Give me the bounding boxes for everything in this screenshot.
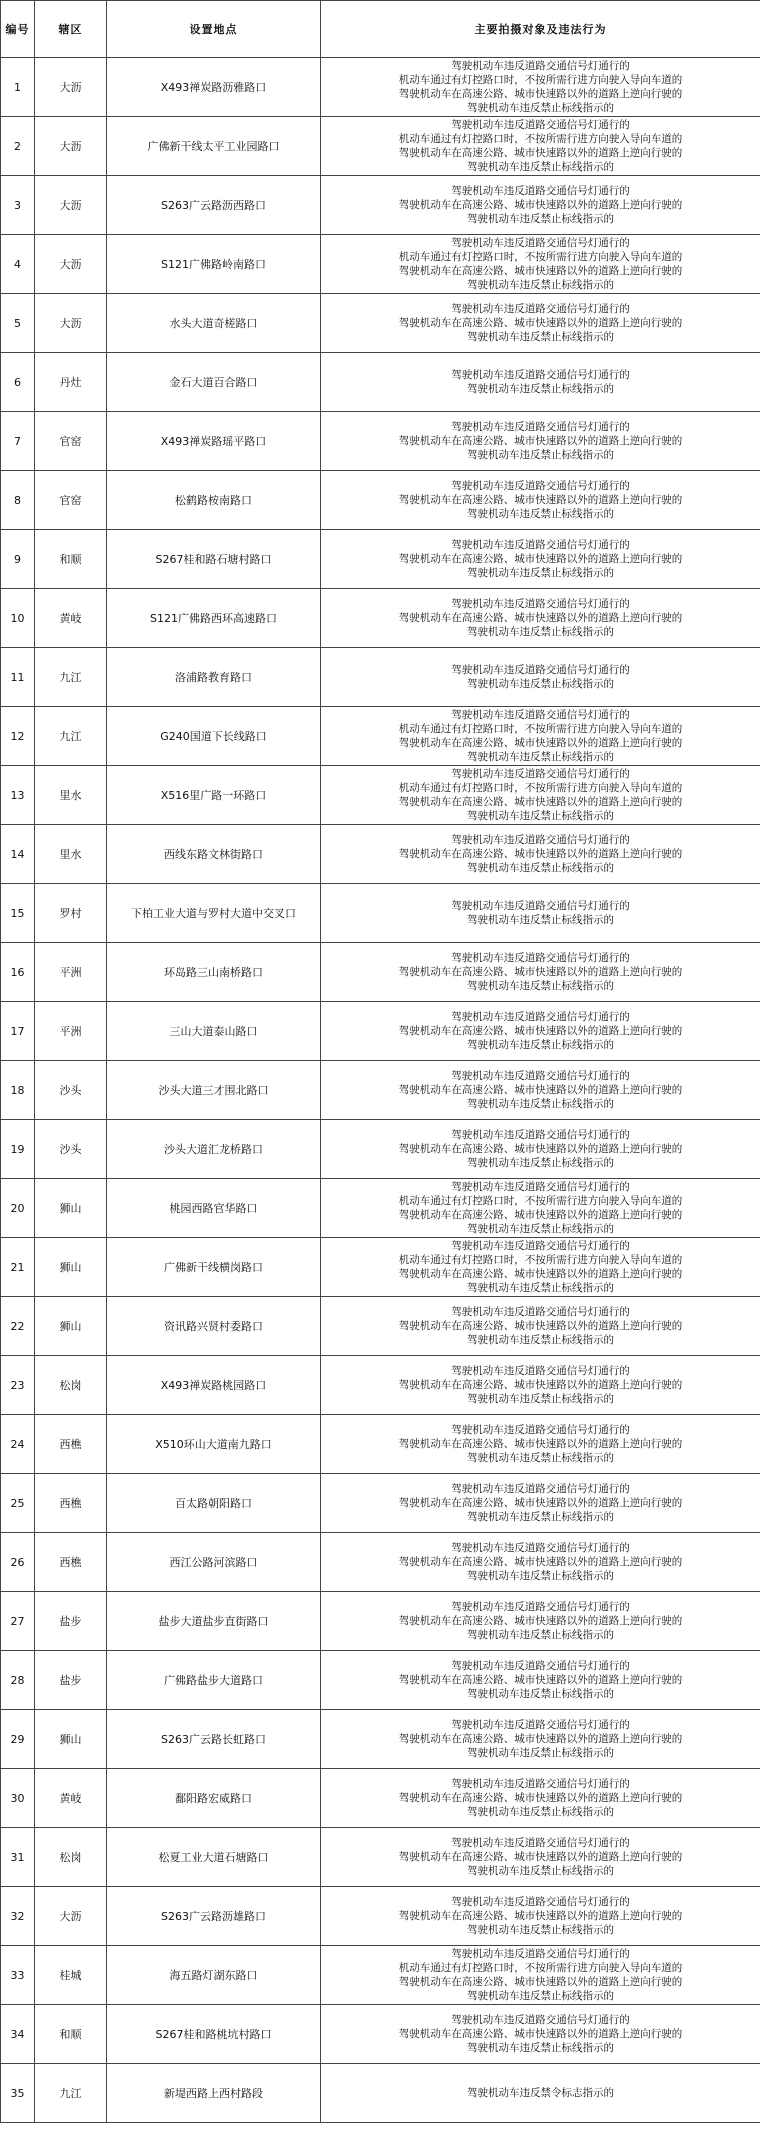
- row-location: 广佛新干线太平工业园路口: [107, 117, 321, 176]
- row-district: 大沥: [35, 176, 107, 235]
- row-number: 35: [1, 2064, 35, 2123]
- row-number: 32: [1, 1887, 35, 1946]
- violation-line: 驾驶机动车违反道路交通信号灯通行的: [451, 1948, 630, 1960]
- table-body: [1, 58, 760, 2123]
- violation-line: 驾驶机动车违反禁止标线指示的: [467, 1223, 614, 1235]
- row-location: S263广云路长虹路口: [107, 1710, 321, 1769]
- row-number: 20: [1, 1179, 35, 1238]
- row-location: 沙头大道三才围北路口: [107, 1061, 321, 1120]
- table-row: [1, 589, 760, 648]
- row-number: 8: [1, 471, 35, 530]
- violation-line: 驾驶机动车违反道路交通信号灯通行的: [451, 303, 630, 315]
- violation-line: 驾驶机动车在高速公路、城市快速路以外的道路上逆向行驶的: [398, 612, 683, 624]
- row-location: S121广佛路岭南路口: [107, 235, 321, 294]
- violation-line: 驾驶机动车违反道路交通信号灯通行的: [451, 539, 630, 551]
- table-row: [1, 1002, 760, 1061]
- row-violations: [321, 1887, 760, 1946]
- table-row: [1, 2005, 760, 2064]
- row-violations: [321, 943, 760, 1002]
- row-district: 平洲: [35, 943, 107, 1002]
- table-header-row: [1, 1, 760, 58]
- row-district: 大沥: [35, 294, 107, 353]
- violation-line: 驾驶机动车在高速公路、城市快速路以外的道路上逆向行驶的: [398, 1268, 683, 1280]
- violation-line: 驾驶机动车在高速公路、城市快速路以外的道路上逆向行驶的: [398, 1910, 683, 1922]
- violation-line: 驾驶机动车在高速公路、城市快速路以外的道路上逆向行驶的: [398, 1674, 683, 1686]
- row-location: S121广佛路西环高速路口: [107, 589, 321, 648]
- row-district: 和顺: [35, 2005, 107, 2064]
- row-number: 27: [1, 1592, 35, 1651]
- table-row: [1, 235, 760, 294]
- row-location: 三山大道泰山路口: [107, 1002, 321, 1061]
- row-number: 18: [1, 1061, 35, 1120]
- violation-line: 机动车通过有灯控路口时，不按所需行进方向驶入导向车道的: [398, 251, 683, 263]
- table-row: [1, 1474, 760, 1533]
- row-location: 水头大道奇槎路口: [107, 294, 321, 353]
- row-violations: [321, 1946, 760, 2005]
- header-district: 辖区: [35, 1, 107, 58]
- violation-line: 驾驶机动车违反禁止标线指示的: [467, 1157, 614, 1169]
- violation-line: 驾驶机动车违反道路交通信号灯通行的: [451, 1240, 630, 1252]
- violation-line: 驾驶机动车违反禁止标线指示的: [467, 1865, 614, 1877]
- row-location: 新堤西路上西村路段: [107, 2064, 321, 2123]
- row-violations: [321, 2064, 760, 2123]
- violation-line: 驾驶机动车违反道路交通信号灯通行的: [451, 709, 630, 721]
- row-location: X510环山大道南九路口: [107, 1415, 321, 1474]
- row-district: 官窑: [35, 412, 107, 471]
- table-row: [1, 884, 760, 943]
- violation-line: 驾驶机动车在高速公路、城市快速路以外的道路上逆向行驶的: [398, 1209, 683, 1221]
- row-district: 里水: [35, 825, 107, 884]
- violation-line: 机动车通过有灯控路口时，不按所需行进方向驶入导向车道的: [398, 1195, 683, 1207]
- row-number: 34: [1, 2005, 35, 2064]
- row-district: 沙头: [35, 1061, 107, 1120]
- violation-line: 驾驶机动车违反禁止标线指示的: [467, 449, 614, 461]
- row-number: 14: [1, 825, 35, 884]
- violation-line: 驾驶机动车违反禁止标线指示的: [467, 1747, 614, 1759]
- row-violations: [321, 707, 760, 766]
- table-row: [1, 2064, 760, 2123]
- violation-line: 驾驶机动车在高速公路、城市快速路以外的道路上逆向行驶的: [398, 1615, 683, 1627]
- violation-line: 驾驶机动车违反禁止标线指示的: [467, 1806, 614, 1818]
- violation-line: 驾驶机动车违反道路交通信号灯通行的: [451, 1129, 630, 1141]
- violation-line: 驾驶机动车违反道路交通信号灯通行的: [451, 1837, 630, 1849]
- table-row: [1, 1297, 760, 1356]
- row-number: 15: [1, 884, 35, 943]
- table-row: [1, 1946, 760, 2005]
- row-violations: [321, 884, 760, 943]
- violation-line: 驾驶机动车违反道路交通信号灯通行的: [451, 1365, 630, 1377]
- row-number: 6: [1, 353, 35, 412]
- row-number: 22: [1, 1297, 35, 1356]
- row-number: 24: [1, 1415, 35, 1474]
- violation-line: 驾驶机动车违反道路交通信号灯通行的: [451, 237, 630, 249]
- violation-line: 驾驶机动车在高速公路、城市快速路以外的道路上逆向行驶的: [398, 1025, 683, 1037]
- row-district: 平洲: [35, 1002, 107, 1061]
- row-district: 黄岐: [35, 589, 107, 648]
- row-violations: [321, 58, 760, 117]
- row-violations: [321, 1592, 760, 1651]
- row-location: 鄱阳路宏威路口: [107, 1769, 321, 1828]
- violation-line: 驾驶机动车违反道路交通信号灯通行的: [451, 1424, 630, 1436]
- table-row: [1, 1769, 760, 1828]
- table-row: [1, 471, 760, 530]
- header-violations: 主要拍摄对象及违法行为: [321, 1, 760, 58]
- violation-line: 驾驶机动车违反道路交通信号灯通行的: [451, 1542, 630, 1554]
- violation-line: 驾驶机动车违反道路交通信号灯通行的: [451, 1181, 630, 1193]
- table-row: [1, 412, 760, 471]
- violation-line: 驾驶机动车违反禁止标线指示的: [467, 1990, 614, 2002]
- violation-line: 驾驶机动车在高速公路、城市快速路以外的道路上逆向行驶的: [398, 1733, 683, 1745]
- row-violations: [321, 648, 760, 707]
- table-row: [1, 648, 760, 707]
- row-location: 洛浦路教育路口: [107, 648, 321, 707]
- row-number: 7: [1, 412, 35, 471]
- row-violations: [321, 1238, 760, 1297]
- violation-line: 驾驶机动车违反禁止标线指示的: [467, 751, 614, 763]
- table-row: [1, 1120, 760, 1179]
- row-district: 西樵: [35, 1415, 107, 1474]
- violation-line: 驾驶机动车违反禁止标线指示的: [467, 810, 614, 822]
- table-row: [1, 176, 760, 235]
- row-district: 大沥: [35, 58, 107, 117]
- table-row: [1, 707, 760, 766]
- violation-line: 驾驶机动车违反禁令标志指示的: [467, 2087, 614, 2099]
- row-district: 盐步: [35, 1651, 107, 1710]
- table-row: [1, 766, 760, 825]
- row-location: 环岛路三山南桥路口: [107, 943, 321, 1002]
- violation-line: 驾驶机动车在高速公路、城市快速路以外的道路上逆向行驶的: [398, 494, 683, 506]
- row-violations: [321, 471, 760, 530]
- row-number: 33: [1, 1946, 35, 2005]
- violation-line: 驾驶机动车违反禁止标线指示的: [467, 1393, 614, 1405]
- violation-line: 驾驶机动车在高速公路、城市快速路以外的道路上逆向行驶的: [398, 88, 683, 100]
- violation-line: 驾驶机动车违反道路交通信号灯通行的: [451, 2014, 630, 2026]
- row-violations: [321, 353, 760, 412]
- violation-line: 驾驶机动车违反禁止标线指示的: [467, 567, 614, 579]
- violation-line: 驾驶机动车违反禁止标线指示的: [467, 1511, 614, 1523]
- row-location: S267桂和路桃坑村路口: [107, 2005, 321, 2064]
- violation-line: 驾驶机动车违反道路交通信号灯通行的: [451, 834, 630, 846]
- row-number: 29: [1, 1710, 35, 1769]
- row-location: X493禅炭路沥雅路口: [107, 58, 321, 117]
- violation-line: 机动车通过有灯控路口时，不按所需行进方向驶入导向车道的: [398, 1962, 683, 1974]
- table-row: [1, 530, 760, 589]
- row-violations: [321, 530, 760, 589]
- violation-line: 驾驶机动车在高速公路、城市快速路以外的道路上逆向行驶的: [398, 1976, 683, 1988]
- violation-line: 驾驶机动车在高速公路、城市快速路以外的道路上逆向行驶的: [398, 435, 683, 447]
- row-district: 丹灶: [35, 353, 107, 412]
- violation-line: 驾驶机动车在高速公路、城市快速路以外的道路上逆向行驶的: [398, 1320, 683, 1332]
- violation-line: 驾驶机动车违反道路交通信号灯通行的: [451, 1483, 630, 1495]
- violation-line: 驾驶机动车违反禁止标线指示的: [467, 102, 614, 114]
- row-number: 2: [1, 117, 35, 176]
- row-district: 西樵: [35, 1533, 107, 1592]
- row-district: 和顺: [35, 530, 107, 589]
- table-row: [1, 1061, 760, 1120]
- table-row: [1, 294, 760, 353]
- violation-line: 驾驶机动车在高速公路、城市快速路以外的道路上逆向行驶的: [398, 1084, 683, 1096]
- row-number: 26: [1, 1533, 35, 1592]
- violation-line: 驾驶机动车在高速公路、城市快速路以外的道路上逆向行驶的: [398, 1379, 683, 1391]
- violation-line: 驾驶机动车违反禁止标线指示的: [467, 1452, 614, 1464]
- row-location: S267桂和路石塘村路口: [107, 530, 321, 589]
- row-number: 13: [1, 766, 35, 825]
- violation-line: 机动车通过有灯控路口时，不按所需行进方向驶入导向车道的: [398, 782, 683, 794]
- row-district: 狮山: [35, 1238, 107, 1297]
- table-row: [1, 353, 760, 412]
- row-violations: [321, 117, 760, 176]
- violation-line: 驾驶机动车违反禁止标线指示的: [467, 678, 614, 690]
- row-number: 21: [1, 1238, 35, 1297]
- violation-line: 驾驶机动车违反道路交通信号灯通行的: [451, 952, 630, 964]
- row-district: 盐步: [35, 1592, 107, 1651]
- row-location: X493禅炭路桃园路口: [107, 1356, 321, 1415]
- violation-line: 驾驶机动车在高速公路、城市快速路以外的道路上逆向行驶的: [398, 1851, 683, 1863]
- row-number: 5: [1, 294, 35, 353]
- row-district: 大沥: [35, 117, 107, 176]
- row-location: S263广云路沥西路口: [107, 176, 321, 235]
- violation-line: 驾驶机动车在高速公路、城市快速路以外的道路上逆向行驶的: [398, 147, 683, 159]
- violation-line: 驾驶机动车在高速公路、城市快速路以外的道路上逆向行驶的: [398, 317, 683, 329]
- violation-line: 驾驶机动车违反禁止标线指示的: [467, 279, 614, 291]
- row-violations: [321, 825, 760, 884]
- row-location: 下柏工业大道与罗村大道中交叉口: [107, 884, 321, 943]
- violation-line: 驾驶机动车违反禁止标线指示的: [467, 1629, 614, 1641]
- table-row: [1, 1356, 760, 1415]
- violation-line: 驾驶机动车在高速公路、城市快速路以外的道路上逆向行驶的: [398, 1792, 683, 1804]
- row-number: 16: [1, 943, 35, 1002]
- row-location: 松鹤路桉南路口: [107, 471, 321, 530]
- violation-line: 驾驶机动车违反禁止标线指示的: [467, 626, 614, 638]
- row-number: 30: [1, 1769, 35, 1828]
- table-row: [1, 1887, 760, 1946]
- violation-line: 驾驶机动车违反道路交通信号灯通行的: [451, 1896, 630, 1908]
- violation-line: 机动车通过有灯控路口时，不按所需行进方向驶入导向车道的: [398, 723, 683, 735]
- row-location: S263广云路沥雄路口: [107, 1887, 321, 1946]
- violation-line: 驾驶机动车违反禁止标线指示的: [467, 1098, 614, 1110]
- row-violations: [321, 1769, 760, 1828]
- violation-line: 驾驶机动车违反道路交通信号灯通行的: [451, 1778, 630, 1790]
- row-violations: [321, 1002, 760, 1061]
- row-location: 金石大道百合路口: [107, 353, 321, 412]
- violation-line: 驾驶机动车违反道路交通信号灯通行的: [451, 1660, 630, 1672]
- violation-line: 驾驶机动车违反禁止标线指示的: [467, 1570, 614, 1582]
- row-number: 4: [1, 235, 35, 294]
- row-district: 大沥: [35, 1887, 107, 1946]
- row-violations: [321, 2005, 760, 2064]
- violation-line: 驾驶机动车违反禁止标线指示的: [467, 2042, 614, 2054]
- violation-line: 驾驶机动车违反禁止标线指示的: [467, 1282, 614, 1294]
- violation-line: 驾驶机动车违反禁止标线指示的: [467, 1334, 614, 1346]
- table-row: [1, 1592, 760, 1651]
- violation-line: 驾驶机动车违反道路交通信号灯通行的: [451, 664, 630, 676]
- violation-line: 驾驶机动车违反禁止标线指示的: [467, 508, 614, 520]
- table-row: [1, 1710, 760, 1769]
- violation-line: 驾驶机动车违反禁止标线指示的: [467, 980, 614, 992]
- table-row: [1, 1533, 760, 1592]
- violation-line: 驾驶机动车违反道路交通信号灯通行的: [451, 60, 630, 72]
- row-number: 12: [1, 707, 35, 766]
- row-number: 31: [1, 1828, 35, 1887]
- row-district: 狮山: [35, 1179, 107, 1238]
- violation-line: 驾驶机动车违反道路交通信号灯通行的: [451, 119, 630, 131]
- violation-line: 驾驶机动车在高速公路、城市快速路以外的道路上逆向行驶的: [398, 265, 683, 277]
- row-location: 西线东路文林街路口: [107, 825, 321, 884]
- row-location: 广佛路盐步大道路口: [107, 1651, 321, 1710]
- table-row: [1, 1651, 760, 1710]
- violation-line: 驾驶机动车在高速公路、城市快速路以外的道路上逆向行驶的: [398, 2028, 683, 2040]
- violation-line: 驾驶机动车违反道路交通信号灯通行的: [451, 421, 630, 433]
- row-violations: [321, 1710, 760, 1769]
- row-district: 松岗: [35, 1828, 107, 1887]
- row-violations: [321, 176, 760, 235]
- violation-line: 机动车通过有灯控路口时，不按所需行进方向驶入导向车道的: [398, 74, 683, 86]
- row-violations: [321, 1828, 760, 1887]
- row-location: 松夏工业大道石塘路口: [107, 1828, 321, 1887]
- row-location: 百太路朝阳路口: [107, 1474, 321, 1533]
- row-number: 19: [1, 1120, 35, 1179]
- violation-line: 驾驶机动车违反道路交通信号灯通行的: [451, 1306, 630, 1318]
- row-number: 28: [1, 1651, 35, 1710]
- violation-line: 驾驶机动车违反禁止标线指示的: [467, 331, 614, 343]
- violation-line: 驾驶机动车在高速公路、城市快速路以外的道路上逆向行驶的: [398, 737, 683, 749]
- violation-line: 驾驶机动车违反禁止标线指示的: [467, 383, 614, 395]
- row-violations: [321, 235, 760, 294]
- row-number: 10: [1, 589, 35, 648]
- violation-line: 驾驶机动车违反道路交通信号灯通行的: [451, 598, 630, 610]
- violation-line: 驾驶机动车违反禁止标线指示的: [467, 1688, 614, 1700]
- violation-line: 驾驶机动车违反道路交通信号灯通行的: [451, 1070, 630, 1082]
- row-district: 罗村: [35, 884, 107, 943]
- row-violations: [321, 1415, 760, 1474]
- row-location: 资讯路兴贤村委路口: [107, 1297, 321, 1356]
- row-district: 九江: [35, 2064, 107, 2123]
- violation-line: 驾驶机动车在高速公路、城市快速路以外的道路上逆向行驶的: [398, 966, 683, 978]
- row-location: 盐步大道盐步直街路口: [107, 1592, 321, 1651]
- violation-line: 驾驶机动车在高速公路、城市快速路以外的道路上逆向行驶的: [398, 796, 683, 808]
- row-number: 9: [1, 530, 35, 589]
- row-district: 狮山: [35, 1710, 107, 1769]
- row-violations: [321, 294, 760, 353]
- table-row: [1, 1828, 760, 1887]
- row-violations: [321, 1474, 760, 1533]
- row-district: 桂城: [35, 1946, 107, 2005]
- row-violations: [321, 1356, 760, 1415]
- violation-line: 驾驶机动车在高速公路、城市快速路以外的道路上逆向行驶的: [398, 1556, 683, 1568]
- violation-line: 驾驶机动车在高速公路、城市快速路以外的道路上逆向行驶的: [398, 199, 683, 211]
- violation-line: 驾驶机动车在高速公路、城市快速路以外的道路上逆向行驶的: [398, 1497, 683, 1509]
- row-number: 11: [1, 648, 35, 707]
- row-violations: [321, 1297, 760, 1356]
- violation-line: 驾驶机动车违反禁止标线指示的: [467, 914, 614, 926]
- violation-line: 驾驶机动车违反道路交通信号灯通行的: [451, 480, 630, 492]
- row-district: 九江: [35, 707, 107, 766]
- row-number: 17: [1, 1002, 35, 1061]
- violation-line: 驾驶机动车违反禁止标线指示的: [467, 1924, 614, 1936]
- violation-line: 驾驶机动车违反禁止标线指示的: [467, 161, 614, 173]
- violation-line: 驾驶机动车在高速公路、城市快速路以外的道路上逆向行驶的: [398, 1143, 683, 1155]
- violation-line: 驾驶机动车在高速公路、城市快速路以外的道路上逆向行驶的: [398, 553, 683, 565]
- row-location: 广佛新干线横岗路口: [107, 1238, 321, 1297]
- row-violations: [321, 412, 760, 471]
- violation-line: 驾驶机动车违反道路交通信号灯通行的: [451, 185, 630, 197]
- table-row: [1, 825, 760, 884]
- row-location: 沙头大道汇龙桥路口: [107, 1120, 321, 1179]
- header-location: 设置地点: [107, 1, 321, 58]
- row-district: 狮山: [35, 1297, 107, 1356]
- row-district: 沙头: [35, 1120, 107, 1179]
- table-row: [1, 1238, 760, 1297]
- violation-line: 驾驶机动车在高速公路、城市快速路以外的道路上逆向行驶的: [398, 1438, 683, 1450]
- row-number: 1: [1, 58, 35, 117]
- violation-line: 驾驶机动车违反禁止标线指示的: [467, 1039, 614, 1051]
- violation-line: 驾驶机动车违反道路交通信号灯通行的: [451, 900, 630, 912]
- row-violations: [321, 1120, 760, 1179]
- row-location: 桃园西路官华路口: [107, 1179, 321, 1238]
- row-district: 西樵: [35, 1474, 107, 1533]
- row-district: 九江: [35, 648, 107, 707]
- row-district: 里水: [35, 766, 107, 825]
- violation-line: 驾驶机动车违反道路交通信号灯通行的: [451, 1011, 630, 1023]
- violation-line: 驾驶机动车违反道路交通信号灯通行的: [451, 1719, 630, 1731]
- violation-line: 驾驶机动车违反禁止标线指示的: [467, 862, 614, 874]
- row-violations: [321, 1533, 760, 1592]
- row-district: 官窑: [35, 471, 107, 530]
- table-row: [1, 58, 760, 117]
- violation-line: 驾驶机动车在高速公路、城市快速路以外的道路上逆向行驶的: [398, 848, 683, 860]
- row-number: 3: [1, 176, 35, 235]
- violation-line: 机动车通过有灯控路口时，不按所需行进方向驶入导向车道的: [398, 1254, 683, 1266]
- violation-line: 驾驶机动车违反道路交通信号灯通行的: [451, 369, 630, 381]
- header-number: 编号: [1, 1, 35, 58]
- row-violations: [321, 766, 760, 825]
- table-row: [1, 943, 760, 1002]
- row-location: X493禅炭路瑶平路口: [107, 412, 321, 471]
- row-number: 25: [1, 1474, 35, 1533]
- row-violations: [321, 589, 760, 648]
- row-location: G240国道下长线路口: [107, 707, 321, 766]
- violation-line: 驾驶机动车违反道路交通信号灯通行的: [451, 1601, 630, 1613]
- violation-line: 驾驶机动车违反道路交通信号灯通行的: [451, 768, 630, 780]
- row-district: 松岗: [35, 1356, 107, 1415]
- row-district: 大沥: [35, 235, 107, 294]
- violation-line: 驾驶机动车违反禁止标线指示的: [467, 213, 614, 225]
- row-violations: [321, 1061, 760, 1120]
- table-row: [1, 1415, 760, 1474]
- row-location: X516里广路一环路口: [107, 766, 321, 825]
- row-number: 23: [1, 1356, 35, 1415]
- row-violations: [321, 1651, 760, 1710]
- table-row: [1, 1179, 760, 1238]
- row-location: 西江公路河滨路口: [107, 1533, 321, 1592]
- row-district: 黄岐: [35, 1769, 107, 1828]
- table-row: [1, 117, 760, 176]
- violation-line: 机动车通过有灯控路口时，不按所需行进方向驶入导向车道的: [398, 133, 683, 145]
- row-violations: [321, 1179, 760, 1238]
- row-location: 海五路灯湖东路口: [107, 1946, 321, 2005]
